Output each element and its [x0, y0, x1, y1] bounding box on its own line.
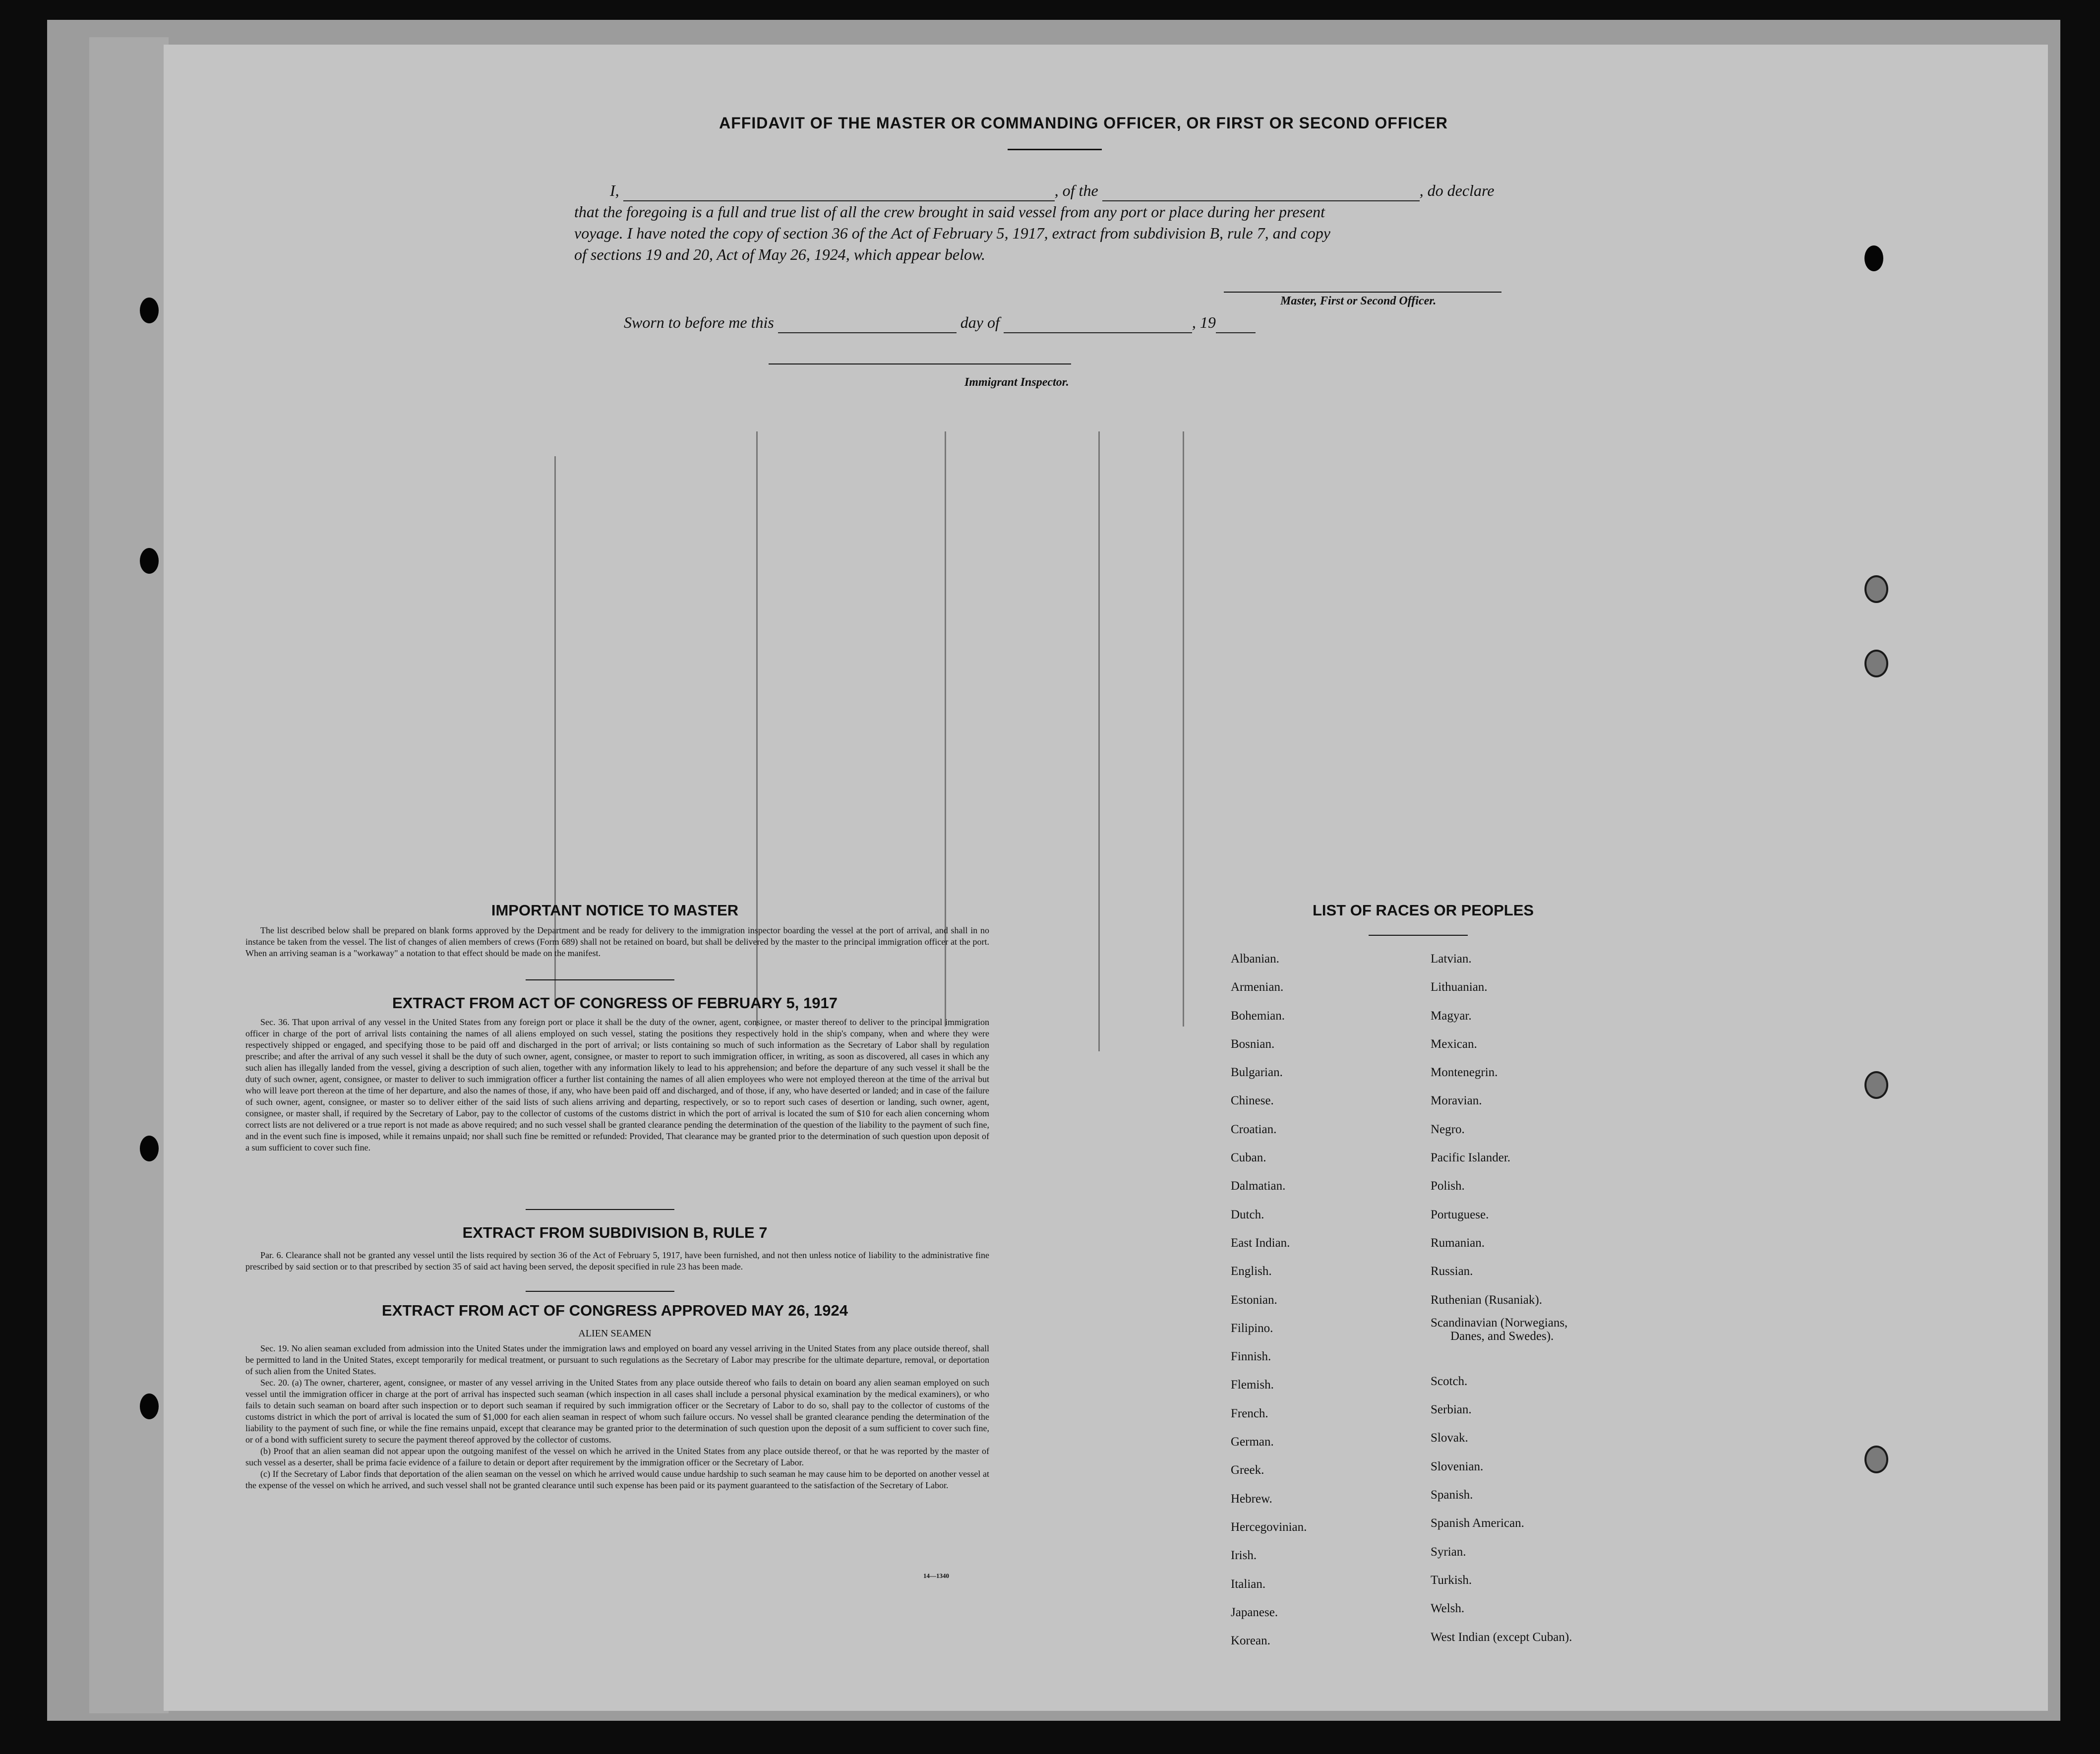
race-item: Slovenian.	[1431, 1459, 1484, 1473]
sec20a-paragraph: Sec. 20. (a) The owner, charterer, agent, consignee, or master of any vessel arriving in the United States from any place outside thereof who fails to detain on board any alien seaman employed on such vessel until the immigration officer in charge at the port of arrival has inspected such seaman (which inspection in all cases shall include a personal physical examination by the medical examiners), or who fails to detain such seaman on board after such inspection or to deport such seaman if required by such immigration officer or the Secretary of Labor to do so, shall pay to the collector of customs of the customs district in which the port of arrival is located the sum of $1,000 for each alien seaman in respect of whom such failure occurs. No vessel shall be granted clearance pending the determination of the liability to the payment of such fine, or while the fine remains unpaid, except that clearance may be granted prior to the determination of such question upon the deposit of a sum sufficient to cover such fine, or of a bond with sufficient surety to secure the payment thereof approved by the collector of customs.	[245, 1378, 989, 1445]
race-item: Dutch.	[1231, 1208, 1264, 1221]
race-item: French.	[1231, 1406, 1268, 1420]
rule7-title: EXTRACT FROM SUBDIVISION B, RULE 7	[462, 1224, 768, 1241]
race-item: Cuban.	[1231, 1151, 1266, 1165]
sworn-line	[624, 311, 1318, 333]
rule7-body	[245, 1250, 989, 1272]
race-item: Mexican.	[1431, 1037, 1477, 1051]
race-item: Japanese.	[1231, 1605, 1278, 1619]
race-item: Chinese.	[1231, 1094, 1274, 1108]
punch-hole	[140, 1136, 159, 1161]
race-item: Italian.	[1231, 1577, 1266, 1591]
form-number: 14—1340	[923, 1572, 949, 1579]
race-item: Ruthenian (Rusaniak).	[1431, 1293, 1542, 1307]
race-item-line: Scandinavian (Norwegians,	[1431, 1316, 1568, 1330]
affidavit-line-1	[610, 180, 1537, 201]
alien-seamen-subtitle: ALIEN SEAMEN	[578, 1328, 652, 1339]
race-item: Turkish.	[1431, 1573, 1472, 1587]
race-item: Irish.	[1231, 1549, 1257, 1563]
affidavit-title: AFFIDAVIT OF THE MASTER OR COMMANDING OFFICER, OR FIRST OR SECOND OFFICER	[719, 114, 1448, 132]
race-item: Russian.	[1431, 1265, 1473, 1278]
sec20b-paragraph: (b) Proof that an alien seaman did not appear upon the outgoing manifest of the vessel on which he arrived in the United States from any place outside thereof, or that he was reported by the master of such vessel as a deserter, shall be prima facie evidence of a failure to detain or deport after requirement by the immigration officer or the Secretary of Labor.	[245, 1446, 989, 1467]
affidavit-text: , 19	[1192, 313, 1216, 331]
race-item: Armenian.	[1231, 980, 1284, 994]
punch-hole	[140, 1393, 159, 1419]
race-item: Latvian.	[1431, 952, 1472, 966]
extract-1917-title: EXTRACT FROM ACT OF CONGRESS OF FEBRUARY 5, 1917	[392, 994, 838, 1012]
inspector-signature-label: Immigrant Inspector.	[964, 376, 1069, 389]
race-item: Rumanian.	[1431, 1236, 1485, 1250]
race-item: Hebrew.	[1231, 1492, 1272, 1506]
races-title-rule	[1369, 935, 1468, 936]
master-signature-label: Master, First or Second Officer.	[1280, 295, 1437, 307]
punch-hole	[1864, 650, 1888, 677]
race-item: Filipino.	[1231, 1321, 1273, 1335]
races-column-1	[1231, 945, 1307, 1655]
affidavit-line-3: voyage. I have noted the copy of section 36 of the Act of February 5, 1917, extract from subdivision B, rule 7, and copy	[574, 224, 1330, 242]
races-title: LIST OF RACES OR PEOPLES	[1312, 902, 1534, 919]
race-item: Dalmatian.	[1231, 1179, 1286, 1193]
race-item: Spanish American.	[1431, 1516, 1524, 1530]
race-item: Flemish.	[1231, 1378, 1274, 1392]
notice-body	[245, 925, 989, 959]
extract-1917-body	[245, 1017, 989, 1153]
race-item: West Indian (except Cuban).	[1431, 1630, 1572, 1644]
race-item: Moravian.	[1431, 1094, 1482, 1108]
name-blank[interactable]	[623, 187, 1055, 201]
sec20c-paragraph: (c) If the Secretary of Labor finds that deportation of the alien seaman on the vessel on which he arrived would cause undue hardship to such seaman he may cause him to be deported on another vessel at the expense of the vessel on which he arrived, and such vessel shall not be granted clearance until such expense has been paid or its payment guaranteed to the satisfaction of the Secretary of Labor.	[245, 1469, 989, 1490]
sworn-day-blank[interactable]	[778, 319, 957, 333]
race-item: Welsh.	[1431, 1602, 1465, 1616]
affidavit-text: day of	[960, 313, 1000, 331]
race-item: Lithuanian.	[1431, 980, 1488, 994]
race-item: Serbian.	[1431, 1403, 1472, 1417]
race-item: Negro.	[1431, 1122, 1465, 1136]
race-item: Bosnian.	[1231, 1037, 1275, 1051]
section-rule	[526, 1209, 674, 1210]
race-item: Korean.	[1231, 1634, 1270, 1648]
affidavit-text: Sworn to before me this	[624, 313, 774, 331]
race-item: English.	[1231, 1265, 1272, 1278]
race-item: Croatian.	[1231, 1122, 1277, 1136]
punch-hole	[1864, 1071, 1888, 1099]
inspector-signature-line[interactable]	[769, 363, 1071, 364]
punch-hole	[140, 548, 159, 574]
race-item: Bohemian.	[1231, 1009, 1285, 1023]
race-item: East Indian.	[1231, 1236, 1290, 1250]
sec19-paragraph: Sec. 19. No alien seaman excluded from admission into the United States under the immigration laws and employed on board any vessel arriving in the United States from any place outside thereof, shall be permitted to land in the United States, except temporarily for medical treatment, or pursuant to such regulations as the Secretary of Labor may prescribe for the ultimate departure, removal, or deportation of such alien from the United States.	[245, 1343, 989, 1376]
race-item: Montenegrin.	[1431, 1066, 1498, 1080]
race-item: Portuguese.	[1431, 1208, 1489, 1221]
sworn-month-blank[interactable]	[1004, 319, 1192, 333]
punch-hole	[1864, 575, 1888, 603]
race-item: Syrian.	[1431, 1545, 1466, 1559]
race-item: Hercegovinian.	[1231, 1520, 1307, 1534]
left-margin-strip	[89, 37, 169, 1713]
race-item	[1431, 1314, 1572, 1367]
race-item: Albanian.	[1231, 952, 1279, 966]
affidavit-text: , of the	[1054, 181, 1098, 199]
notice-title: IMPORTANT NOTICE TO MASTER	[491, 902, 739, 919]
race-item: Scotch.	[1431, 1374, 1468, 1388]
affidavit-text: , do declare	[1419, 181, 1495, 199]
section-rule	[526, 979, 674, 980]
race-item: Estonian.	[1231, 1293, 1277, 1307]
bleed-through-line	[1183, 431, 1184, 1027]
race-item: Polish.	[1431, 1179, 1465, 1193]
race-item: Magyar.	[1431, 1009, 1472, 1023]
extract-1924-title: EXTRACT FROM ACT OF CONGRESS APPROVED MAY 26, 1924	[382, 1302, 848, 1319]
punch-hole	[140, 298, 159, 323]
races-column-2	[1431, 945, 1572, 1651]
race-item: Greek.	[1231, 1463, 1264, 1477]
notice-paragraph: The list described below shall be prepared on blank forms approved by the Department and be ready for delivery to the immigration inspector boarding the vessel at the port of arrival, and shall in no instance be taken from the vessel. The list of changes of alien members of crews (Form 689) shall not be retained on board, but shall be delivered by the master to the principal immigration officer at the port. When an arriving seaman is a "workaway" a notation to that effect should be made on the manifest.	[245, 925, 989, 958]
race-item: German.	[1231, 1435, 1274, 1449]
race-item: Bulgarian.	[1231, 1066, 1283, 1080]
bleed-through-line	[554, 456, 556, 1002]
race-item: Finnish.	[1231, 1350, 1271, 1364]
punch-hole	[1864, 245, 1883, 271]
affidavit-line-2: that the foregoing is a full and true list of all the crew brought in said vessel from any port or place during her present	[574, 203, 1325, 221]
race-item-line: Danes, and Swedes).	[1450, 1329, 1554, 1343]
affidavit-text: I,	[610, 181, 619, 199]
affidavit-line-4: of sections 19 and 20, Act of May 26, 1924, which appear below.	[574, 245, 985, 263]
sec36-paragraph: Sec. 36. That upon arrival of any vessel in the United States from any foreign port or place it shall be the duty of the owner, agent, consignee, or master thereof to deliver to the principal immigration officer in charge of the port of arrival lists containing the names of all aliens employed on such vessel, stating the positions they respectively hold in the ship's company, when and where they were respectively shipped or engaged, and specifying those to be paid off and discharged in the port of arrival; or lists containing so much of such information as the Secretary of Labor shall by regulation prescribe; and after the arrival of any such vessel it shall be the duty of such owner, agent, consignee, or master to report to such immigration officer, in writing, as soon as discovered, all cases in which any such alien has illegally landed from the vessel, giving a description of such alien, together with any information likely to lead to his apprehension; and before the departure of any such vessel it shall be the duty of such owner, agent, consignee, or master to deliver to such immigration officer a further list containing the names of all alien employees who were not employed thereon at the time of the arrival but who will leave port thereon at the time of her departure, and also the names of those, if any, who have been paid off and discharged, and of those, if any, who have deserted or landed; and in case of the failure of such owner, agent, consignee, or master so to deliver either of the said lists of such aliens arriving and departing, respectively, or so to report such cases of desertion or landing, such owner, agent, consignee, or master shall, if required by the Secretary of Labor, pay to the collector of customs of the customs district in which the port of arrival is located the sum of $10 for each alien concerning whom correct lists are not delivered or a true report is not made as above required; and no such vessel shall be granted clearance pending the determination of the question of the liability to the payment of such fine, and in the event such fine is imposed, while it remains unpaid; nor shall such fine be remitted or refunded: Provided, That clearance may be granted prior to the determination of such question upon deposit of a sum sufficient to cover such fine.	[245, 1017, 989, 1152]
sworn-year-blank[interactable]	[1216, 319, 1256, 333]
race-item: Pacific Islander.	[1431, 1151, 1511, 1165]
race-item: Spanish.	[1431, 1488, 1473, 1502]
punch-hole	[1864, 1446, 1888, 1473]
section-rule	[526, 1291, 674, 1292]
title-rule	[1008, 149, 1102, 150]
extract-1924-body	[245, 1343, 989, 1491]
race-item: Slovak.	[1431, 1431, 1468, 1445]
bleed-through-line	[1098, 431, 1100, 1051]
rule7-paragraph: Par. 6. Clearance shall not be granted any vessel until the lists required by section 36 of the Act of February 5, 1917, have been furnished, and not then unless notice of liability to the administrative fine prescribed by said section or to that prescribed by section 35 of said act having been served, the deposit specified in rule 23 has been made.	[245, 1250, 989, 1271]
vessel-blank[interactable]	[1102, 187, 1420, 201]
master-signature-line[interactable]	[1224, 292, 1501, 293]
